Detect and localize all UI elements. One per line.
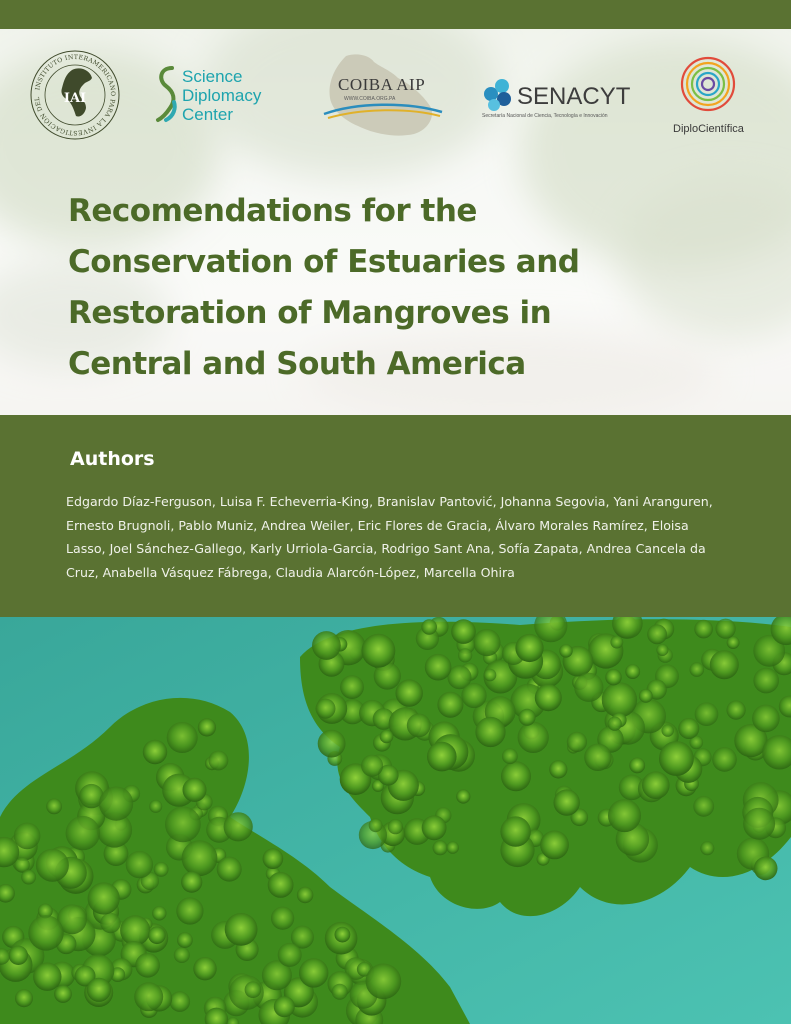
tree-crown bbox=[567, 732, 587, 752]
tree-crown bbox=[407, 714, 431, 738]
iai-logo bbox=[28, 48, 122, 142]
tree-crown bbox=[727, 701, 746, 720]
tree-crown bbox=[152, 906, 166, 920]
tree-crown bbox=[148, 927, 166, 945]
tree-crown bbox=[167, 722, 198, 753]
tree-crown bbox=[608, 799, 641, 832]
tree-crown bbox=[299, 958, 328, 987]
tree-crown bbox=[422, 815, 447, 840]
tree-crown bbox=[752, 705, 780, 733]
tree-crown bbox=[425, 654, 452, 681]
title-line-3: Restoration of Mangroves in bbox=[68, 295, 552, 331]
tree-crown bbox=[396, 679, 423, 706]
tree-crown bbox=[484, 669, 497, 682]
senacyt-logo bbox=[480, 72, 650, 122]
tree-crown bbox=[176, 897, 203, 924]
tree-crown bbox=[340, 675, 364, 699]
tree-crown bbox=[456, 789, 470, 803]
tree-crown bbox=[209, 751, 229, 771]
tree-crown bbox=[174, 947, 190, 963]
authors-heading: Authors bbox=[70, 448, 155, 470]
tree-crown bbox=[274, 996, 295, 1017]
tree-crown bbox=[312, 631, 341, 660]
coiba-url: WWW.COIBA.ORG.PA bbox=[344, 96, 396, 102]
sdc-logo bbox=[152, 62, 302, 126]
tree-crown bbox=[177, 932, 193, 948]
tree-crown bbox=[21, 870, 36, 885]
iai-abbr: IAI bbox=[63, 91, 87, 106]
tree-crown bbox=[380, 730, 394, 744]
partner-logos bbox=[0, 40, 791, 150]
tree-crown bbox=[362, 634, 396, 668]
sdc-line2: Diplomacy bbox=[182, 86, 262, 105]
tree-crown bbox=[584, 744, 611, 771]
tree-crown bbox=[693, 796, 714, 817]
tree-crown bbox=[610, 636, 623, 649]
tree-crown bbox=[87, 978, 111, 1002]
senacyt-subtitle: Secretaría Nacional de Ciencia, Tecnología e Innovación bbox=[482, 113, 608, 119]
tree-crown bbox=[126, 851, 153, 878]
tree-crown bbox=[263, 848, 284, 869]
tree-crown bbox=[540, 831, 569, 860]
tree-crown bbox=[427, 742, 457, 772]
tree-crown bbox=[100, 913, 120, 933]
tree-crown bbox=[135, 953, 160, 978]
tree-crown bbox=[710, 650, 739, 679]
diplo-name: DiploCientífica bbox=[673, 123, 744, 135]
tree-crown bbox=[690, 662, 705, 677]
tree-crown bbox=[458, 648, 472, 662]
senacyt-name: SENACYT bbox=[517, 83, 631, 110]
tree-crown bbox=[559, 644, 572, 657]
coiba-logo bbox=[318, 50, 450, 140]
tree-crown bbox=[549, 760, 567, 778]
tree-crown bbox=[182, 840, 218, 876]
tree-crown bbox=[754, 857, 778, 881]
iai-ring-text: INSTITUTO INTERAMERICANO PARA LA INVESTIGACIÓN DEL bbox=[33, 53, 117, 137]
tree-crown bbox=[225, 913, 258, 946]
tree-crown bbox=[15, 989, 33, 1007]
tree-crown bbox=[574, 673, 603, 702]
tree-crown bbox=[149, 800, 162, 813]
tree-crown bbox=[659, 741, 694, 776]
tree-crown bbox=[316, 699, 336, 719]
tree-crown bbox=[743, 808, 775, 840]
tree-crown bbox=[9, 946, 28, 965]
tree-crown bbox=[500, 816, 530, 846]
tree-crown bbox=[318, 730, 346, 758]
tree-crown bbox=[501, 761, 531, 791]
coiba-name: COIBA AIP bbox=[338, 75, 426, 94]
tree-crown bbox=[535, 684, 562, 711]
tree-crown bbox=[421, 619, 437, 635]
tree-crown bbox=[753, 668, 779, 694]
tree-crown bbox=[369, 818, 383, 832]
tree-crown bbox=[447, 841, 459, 853]
tree-crown bbox=[712, 747, 737, 772]
tree-crown bbox=[695, 702, 719, 726]
tree-crown bbox=[33, 963, 61, 991]
tree-crown bbox=[605, 669, 621, 685]
title-line-1: Recomendations for the bbox=[68, 193, 477, 229]
tree-crown bbox=[625, 664, 640, 679]
tree-crown bbox=[134, 982, 163, 1011]
tree-crown bbox=[629, 758, 645, 774]
tree-crown bbox=[297, 887, 313, 903]
sdc-line1: Science bbox=[182, 67, 243, 86]
tree-crown bbox=[694, 620, 713, 639]
tree-crown bbox=[28, 915, 63, 950]
tree-crown bbox=[475, 717, 505, 747]
tree-crown bbox=[120, 915, 150, 945]
tree-crown bbox=[54, 985, 72, 1003]
tree-crown bbox=[278, 943, 302, 967]
tree-crown bbox=[268, 872, 294, 898]
tree-crown bbox=[66, 816, 100, 850]
tree-crown bbox=[46, 799, 62, 815]
title-line-4: Central and South America bbox=[68, 346, 526, 382]
tree-crown bbox=[461, 683, 486, 708]
tree-crown bbox=[366, 964, 402, 1000]
tree-crown bbox=[642, 771, 670, 799]
tree-crown bbox=[662, 724, 674, 736]
tree-crown bbox=[656, 644, 668, 656]
mangrove-aerial-image bbox=[0, 617, 791, 1024]
tree-crown bbox=[700, 841, 714, 855]
tree-crown bbox=[224, 812, 253, 841]
tree-crown bbox=[502, 748, 518, 764]
tree-crown bbox=[99, 787, 133, 821]
tree-crown bbox=[332, 984, 348, 1000]
tree-crown bbox=[451, 619, 476, 644]
tree-crown bbox=[36, 849, 69, 882]
top-bar bbox=[0, 0, 791, 29]
tree-crown bbox=[165, 806, 201, 842]
tree-crown bbox=[361, 755, 383, 777]
tree-crown bbox=[193, 957, 216, 980]
tree-crown bbox=[14, 823, 41, 850]
tree-crown bbox=[647, 624, 667, 644]
authors-list: Edgardo Díaz-Ferguson, Luisa F. Echeverria-King, Branislav Pantović, Johanna Segovia, Yani Aranguren, Ernesto Brugnoli, Pablo Muniz, Andrea Weiler, Eric Flores de Gracia, Álvaro Morales Ramírez, Eloisa Lasso, Joel Sánchez-Gallego, Karly Urriola-Garcia, Rodrigo Sant Ana, Sofía Zapata, Andrea Cancela da Cruz, Anabella Vásquez Fábrega, Claudia Alarcón-López, Marcella Ohira bbox=[66, 494, 713, 580]
tree-crown bbox=[181, 872, 202, 893]
tree-crown bbox=[143, 740, 167, 764]
title-line-2: Conservation of Estuaries and bbox=[68, 244, 580, 280]
tree-crown bbox=[608, 717, 622, 731]
tree-crown bbox=[518, 722, 549, 753]
tree-crown bbox=[170, 991, 191, 1012]
tree-crown bbox=[198, 718, 216, 736]
document-title bbox=[68, 186, 758, 390]
tree-crown bbox=[519, 709, 536, 726]
tree-crown bbox=[473, 629, 500, 656]
tree-crown bbox=[335, 927, 351, 943]
tree-crown bbox=[602, 682, 637, 717]
tree-crown bbox=[437, 692, 463, 718]
tree-crown bbox=[433, 840, 448, 855]
diplocientifica-logo bbox=[672, 54, 752, 138]
tree-crown bbox=[554, 789, 580, 815]
tree-crown bbox=[515, 634, 543, 662]
tree-crown bbox=[217, 857, 242, 882]
sdc-line3: Center bbox=[182, 105, 234, 124]
tree-crown bbox=[183, 778, 207, 802]
tree-crown bbox=[388, 819, 403, 834]
tree-crown bbox=[271, 907, 294, 930]
tree-crown bbox=[678, 718, 699, 739]
tree-crown bbox=[639, 689, 653, 703]
tree-crown bbox=[245, 981, 262, 998]
tree-crown bbox=[88, 882, 120, 914]
tree-crown bbox=[716, 619, 736, 639]
